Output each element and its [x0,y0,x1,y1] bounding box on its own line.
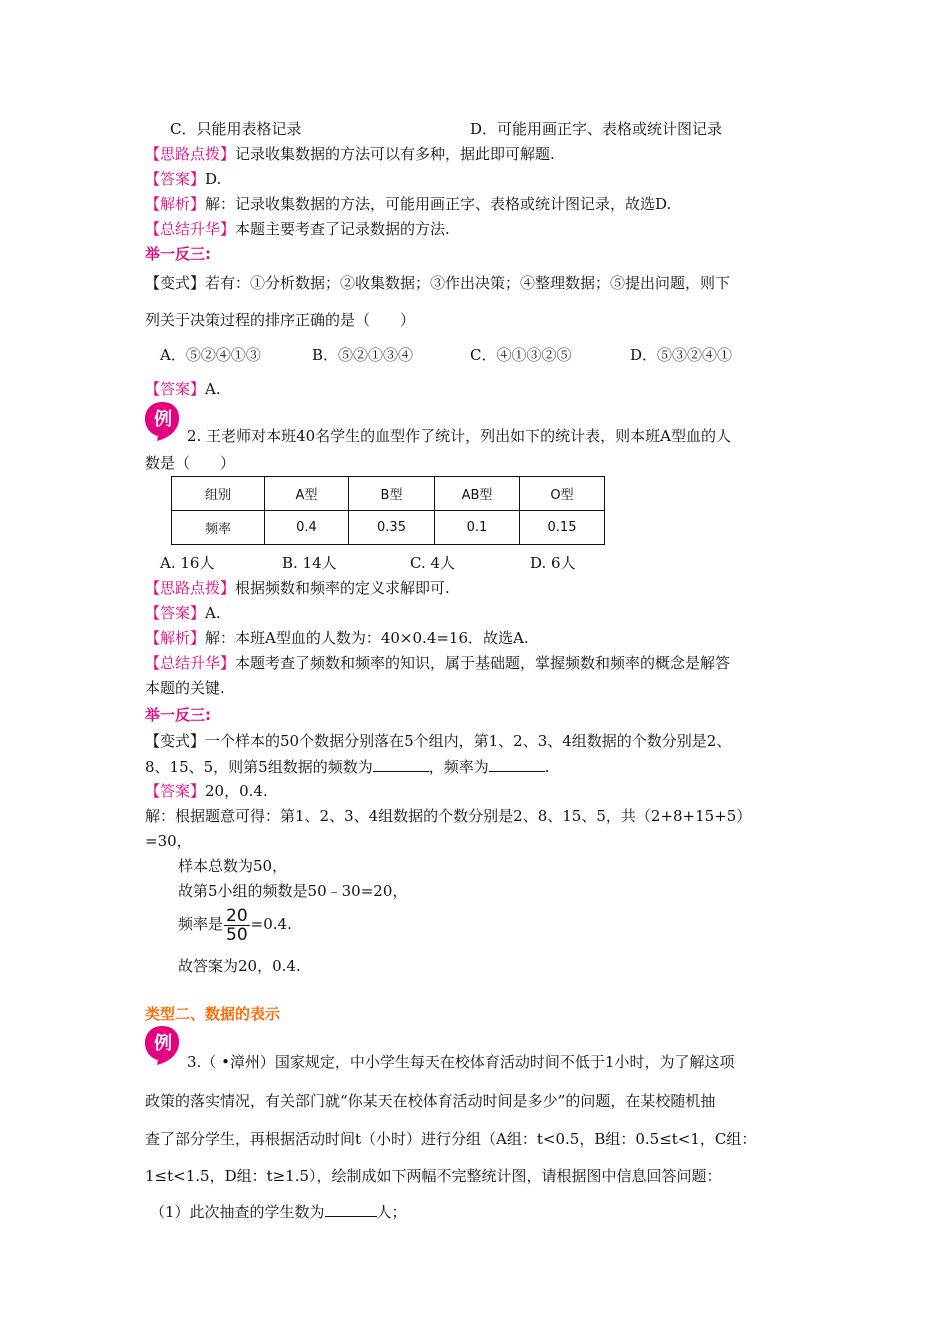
q2-summary: 【总结升华】本题考查了频数和频率的知识，属于基础题，掌握频数和频率的概念是解答 [145,654,731,672]
answer-blank[interactable] [325,1201,377,1217]
table-cell: AB型 [435,477,520,511]
variant1-answer: 【答案】A. [145,380,221,398]
q1-answer: 【答案】D. [145,170,222,188]
fraction: $\frac{20}{50}$ [226,905,248,945]
q2-line1: 2. 王老师对本班40名学生的血型作了统计，列出如下的统计表，则本班A型血的人 [187,427,732,445]
q2-summary-cont: 本题的关键. [145,679,225,697]
table-header-row [172,477,605,511]
table-cell: 0.4 [265,511,349,545]
variant2-solution-line6: 故答案为20，0.4. [178,957,301,975]
variant1-option-c: C．④①③②⑤ [470,346,572,364]
answer-blank[interactable] [373,756,429,772]
variant1-option-a: A．⑤②④①③ [160,346,261,364]
section2-heading: 类型二、数据的表示 [145,1005,281,1023]
q1-summary: 【总结升华】本题主要考查了记录数据的方法. [145,220,450,238]
table-cell: 0.35 [349,511,435,545]
q1-analysis: 【解析】解：记录收集数据的方法，可能用画正字、表格或统计图记录，故选D. [145,195,672,213]
variant2-solution-line4: 故第5小组的频数是50﹣30=20， [178,882,408,900]
variant2-solution-line3: 样本总数为50， [178,857,288,875]
q2-analysis: 【解析】解：本班A型血的人数为：40×0.4=16．故选A. [145,629,529,647]
q3-subquestion-1: （1）此次抽查的学生数为 人； [150,1203,407,1221]
q3-line3: 查了部分学生，再根据活动时间t（小时）进行分组（A组：t<0.5，B组：0.5≤t<1，C组： [145,1130,757,1148]
blood-type-table [171,476,605,545]
q2-option-a: A. 16人 [160,554,215,572]
q3-line2: 政策的落实情况，有关部门就“你某天在校体育活动时间是多少”的问题，在某校随机抽 [145,1092,716,1110]
table-cell: B型 [349,477,435,511]
variant1-heading: 举一反三: [145,245,211,263]
table-cell: 0.15 [520,511,605,545]
q2-option-b: B. 14人 [282,554,337,572]
q1-option-c: C．只能用表格记录 [170,120,302,138]
variant1-line1: 【变式】若有：①分析数据；②收集数据；③作出决策；④整理数据；⑤提出问题，则下 [145,274,731,292]
table-cell: 0.1 [435,511,520,545]
table-cell: 频率 [172,511,265,545]
variant2-heading: 举一反三: [145,706,211,724]
table-cell: O型 [520,477,605,511]
q1-hint: 【思路点拨】记录收集数据的方法可以有多种，据此即可解题. [145,145,555,163]
variant2-line2: 8、15、5，则第5组数据的频数为 ，频率为 . [145,758,550,776]
q2-option-d: D. 6人 [530,554,576,572]
q3-line4: 1≤t<1.5，D组：t≥1.5），绘制成如下两幅不完整统计图，请根据图中信息回答问题： [145,1167,722,1185]
table-cell: 组别 [172,477,265,511]
variant2-solution-line1: 解：根据题意可得：第1、2、3、4组数据的个数分别是2、8、15、5，共（2+8+15+5） [145,807,752,825]
variant1-option-d: D．⑤③②④① [630,346,733,364]
svg-text:例: 例 [154,1033,172,1054]
variant2-answer: 【答案】20，0.4. [145,782,268,800]
q2-hint: 【思路点拨】根据频数和频率的定义求解即可. [145,579,450,597]
svg-text:例: 例 [154,409,172,430]
table-row [172,511,605,545]
answer-blank[interactable] [489,756,545,772]
example-badge-icon [143,400,181,442]
variant2-line1: 【变式】一个样本的50个数据分别落在5个组内，第1、2、3、4组数据的个数分别是2、 [145,732,732,750]
q2-option-c: C. 4人 [410,554,456,572]
q2-line2: 数是（ ） [145,454,236,472]
variant2-solution-line5: 频率是 $\frac{20}{50}$ =0.4. [178,905,292,945]
q3-line1: 3.（ •漳州）国家规定，中小学生每天在校体育活动时间不低于1小时，为了解这项 [187,1053,735,1071]
example-badge-icon [143,1024,181,1066]
q1-option-d: D．可能用画正字、表格或统计图记录 [470,120,723,138]
variant2-solution-line2: =30， [145,832,192,850]
q2-answer: 【答案】A. [145,604,221,622]
variant1-line2: 列关于决策过程的排序正确的是（ ） [145,311,416,329]
variant1-option-b: B．⑤②①③④ [312,346,414,364]
table-cell: A型 [265,477,349,511]
